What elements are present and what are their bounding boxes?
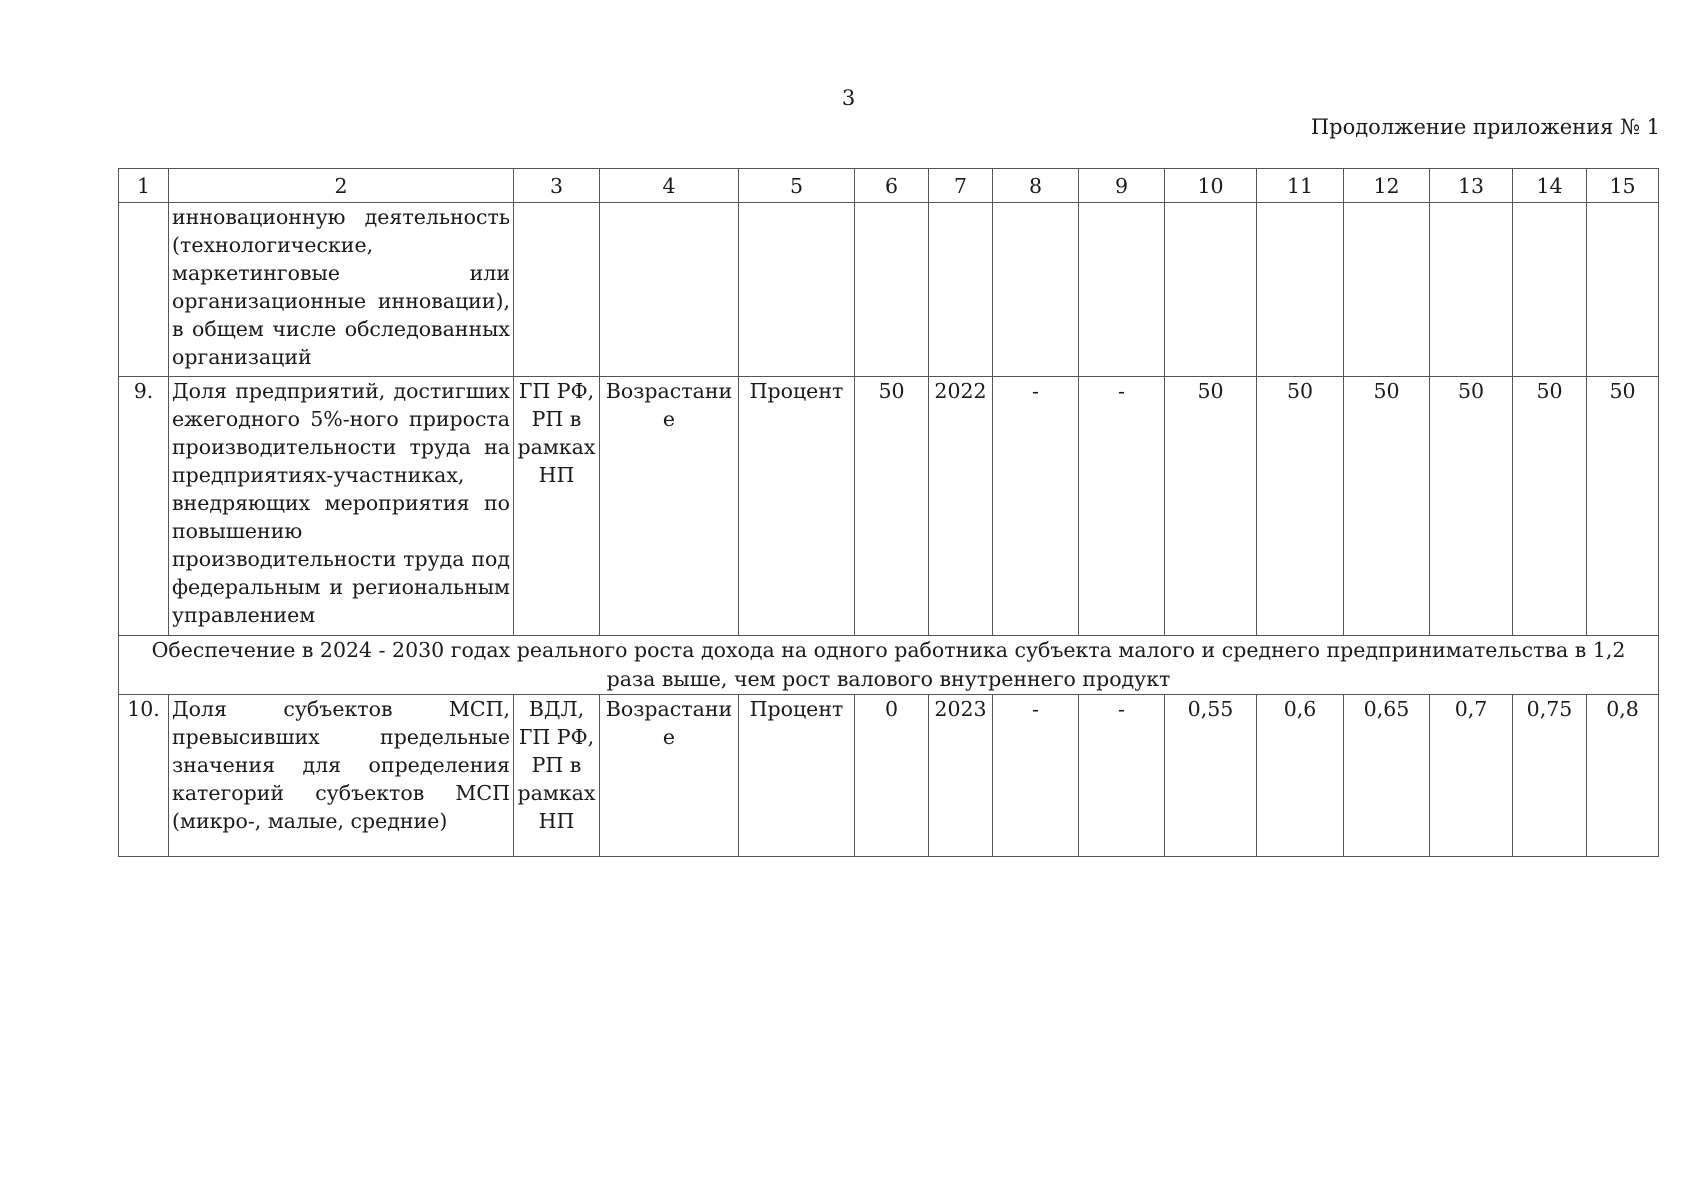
indicator-unit: Процент [739, 695, 855, 857]
column-number: 10 [1165, 169, 1257, 203]
value-col-8: - [993, 695, 1079, 857]
column-number: 13 [1430, 169, 1513, 203]
column-number: 3 [514, 169, 600, 203]
page-number: 3 [841, 86, 856, 110]
value-col-9: - [1079, 377, 1165, 636]
table-cell [1165, 203, 1257, 377]
value-col-14: 0,75 [1513, 695, 1587, 857]
value-col-12: 0,65 [1344, 695, 1430, 857]
base-value: 0 [855, 695, 929, 857]
value-col-15: 50 [1587, 377, 1659, 636]
value-col-13: 0,7 [1430, 695, 1513, 857]
row-number: 10. [119, 695, 169, 857]
table-cell [514, 203, 600, 377]
indicator-source: ВДЛ, ГП РФ, РП в рамках НП [514, 695, 600, 857]
column-number: 8 [993, 169, 1079, 203]
row-number: 9. [119, 377, 169, 636]
column-number-row [119, 169, 1659, 203]
indicator-name: Доля предприятий, достигших ежегодного 5%-ного прироста производительности труда на предприятиях-участниках, внедряющих мероприятия по повышению производительности труда под федеральным и региональным управлением [169, 377, 514, 636]
table-row-10 [119, 695, 1659, 857]
indicator-name: Доля субъектов МСП, превысивших предельные значения для определения категорий субъектов МСП (микро-, малые, средние) [169, 695, 514, 857]
value-col-9: - [1079, 695, 1165, 857]
table-cell [929, 203, 993, 377]
table-row-9 [119, 377, 1659, 636]
column-number: 12 [1344, 169, 1430, 203]
indicator-name: инновационную деятельность (технологические, маркетинговые или организационные инновации), в общем числе обследованных организаций [169, 203, 514, 377]
value-col-14: 50 [1513, 377, 1587, 636]
column-number: 6 [855, 169, 929, 203]
value-col-11: 50 [1257, 377, 1344, 636]
base-year: 2022 [929, 377, 993, 636]
column-number: 9 [1079, 169, 1165, 203]
indicators-table [118, 168, 1659, 857]
base-value: 50 [855, 377, 929, 636]
table-cell [739, 203, 855, 377]
table-cell [1513, 203, 1587, 377]
table-cell [1344, 203, 1430, 377]
section-heading: Обеспечение в 2024 - 2030 годах реального роста дохода на одного работника субъекта малого и среднего предпринимательства в 1,2 раза выше, чем рост валового внутреннего продукт [119, 636, 1659, 695]
column-number: 15 [1587, 169, 1659, 203]
table-cell [1430, 203, 1513, 377]
table-cell [119, 203, 169, 377]
table-cell [1587, 203, 1659, 377]
column-number: 5 [739, 169, 855, 203]
value-col-13: 50 [1430, 377, 1513, 636]
table-cell [600, 203, 739, 377]
indicator-unit: Процент [739, 377, 855, 636]
indicator-trend: Возрастание [600, 695, 739, 857]
table-row-continued [119, 203, 1659, 377]
continuation-label: Продолжение приложения № 1 [1310, 115, 1660, 139]
value-col-15: 0,8 [1587, 695, 1659, 857]
section-heading-row [119, 636, 1659, 695]
column-number: 2 [169, 169, 514, 203]
column-number: 14 [1513, 169, 1587, 203]
value-col-11: 0,6 [1257, 695, 1344, 857]
table-cell [1257, 203, 1344, 377]
value-col-10: 0,55 [1165, 695, 1257, 857]
indicator-trend: Возрастание [600, 377, 739, 636]
table-cell [1079, 203, 1165, 377]
value-col-12: 50 [1344, 377, 1430, 636]
base-year: 2023 [929, 695, 993, 857]
table-cell [993, 203, 1079, 377]
indicator-source: ГП РФ, РП в рамках НП [514, 377, 600, 636]
value-col-8: - [993, 377, 1079, 636]
column-number: 4 [600, 169, 739, 203]
column-number: 7 [929, 169, 993, 203]
column-number: 11 [1257, 169, 1344, 203]
table-cell [855, 203, 929, 377]
column-number: 1 [119, 169, 169, 203]
value-col-10: 50 [1165, 377, 1257, 636]
